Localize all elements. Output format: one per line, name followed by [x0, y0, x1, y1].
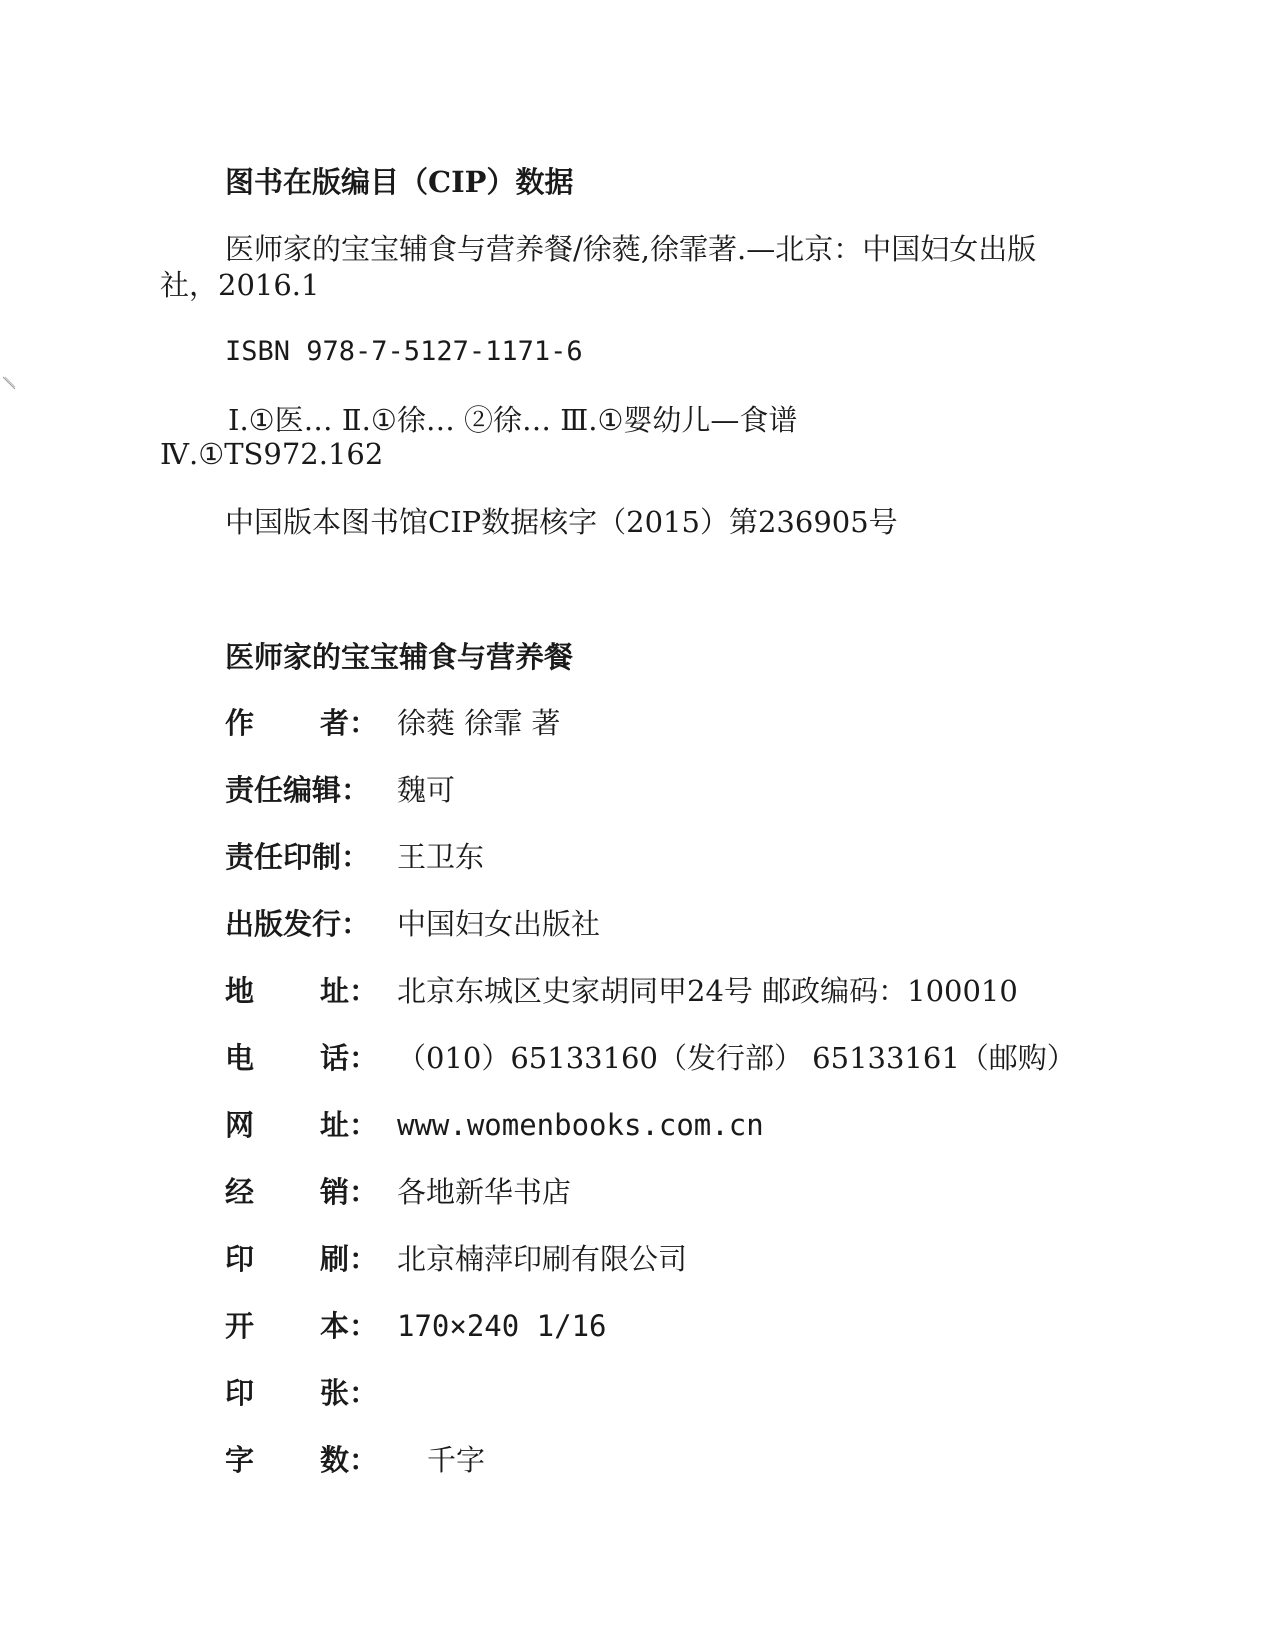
- field-value: 北京楠萍印刷有限公司: [397, 1242, 688, 1276]
- field-label-char: 话：: [320, 1041, 379, 1075]
- field-label-char: 作: [225, 706, 255, 740]
- field-label-char: 数：: [320, 1443, 379, 1477]
- field-label-char: 址：: [320, 1108, 379, 1142]
- cip-check-number: 中国版本图书馆CIP数据核字（2015）第236905号: [225, 505, 898, 539]
- field-label-char: 本：: [320, 1309, 379, 1343]
- field-label-char: 销：: [320, 1175, 379, 1209]
- field-value: 各地新华书店: [397, 1175, 572, 1209]
- book-title: 医师家的宝宝辅食与营养餐: [225, 640, 574, 674]
- field-label-char: 地: [225, 974, 255, 1008]
- field-label-char: 张：: [320, 1376, 379, 1410]
- field-value: 中国妇女出版社: [397, 907, 601, 941]
- field-label-char: 电: [225, 1041, 255, 1075]
- field-value: 千字: [427, 1443, 486, 1477]
- field-label-char: 者：: [320, 706, 379, 740]
- field-label: 责任印制：: [225, 840, 371, 874]
- field-value: www.womenbooks.com.cn: [397, 1108, 764, 1142]
- field-value: 王卫东: [397, 840, 485, 874]
- field-value: 徐蕤 徐霏 著: [397, 706, 561, 740]
- field-label: 出版发行：: [225, 907, 371, 941]
- field-value: 北京东城区史家胡同甲24号 邮政编码：100010: [397, 974, 1018, 1008]
- field-label-char: 印: [225, 1376, 255, 1410]
- field-value: 魏可: [397, 773, 456, 807]
- field-value: （010）65133160（发行部） 65133161（邮购）: [397, 1041, 1076, 1075]
- field-label-char: 刷：: [320, 1242, 379, 1276]
- cip-description-line-2: 社，2016.1: [160, 268, 320, 302]
- field-value: 170×240 1/16: [397, 1309, 607, 1343]
- field-label: 责任编辑：: [225, 773, 371, 807]
- field-label-char: 址：: [320, 974, 379, 1008]
- field-label-char: 经: [225, 1175, 255, 1209]
- isbn: ISBN 978-7-5127-1171-6: [225, 336, 583, 367]
- field-label-char: 字: [225, 1443, 255, 1477]
- cip-heading: 图书在版编目（CIP）数据: [225, 165, 574, 199]
- scan-artifact-icon: [2, 376, 16, 390]
- classification-line-1: Ⅰ.①医… Ⅱ.①徐… ②徐… Ⅲ.①婴幼儿—食谱: [228, 403, 798, 437]
- field-label-char: 网: [225, 1108, 255, 1142]
- cip-description-line-1: 医师家的宝宝辅食与营养餐/徐蕤,徐霏著.—北京：中国妇女出版: [225, 232, 1037, 266]
- classification-line-2: Ⅳ.①TS972.162: [160, 437, 384, 471]
- field-label-char: 开: [225, 1309, 255, 1343]
- field-label-char: 印: [225, 1242, 255, 1276]
